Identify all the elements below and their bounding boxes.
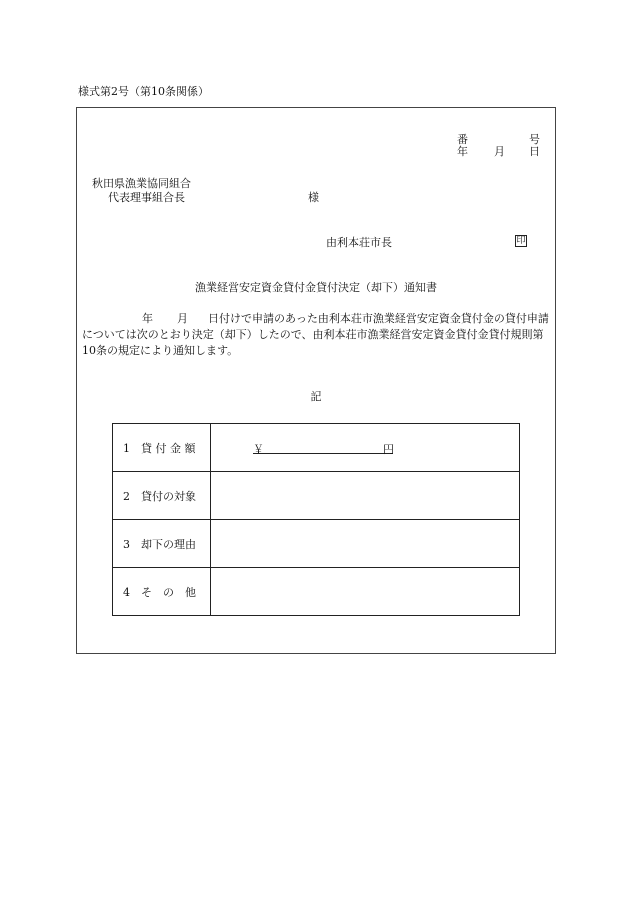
body-year-label: 年 — [142, 312, 153, 325]
number-label-left: 番 — [457, 133, 468, 146]
addressee-title: 代表理事組合長 — [108, 191, 185, 204]
row-label-loan-amount: 1 貸 付 金 額 — [113, 424, 211, 472]
body-text: 日付けで申請のあった由利本荘市漁業経営安定資金貸付金の貸付申請については次のとおり決定（却下）したので、由利本荘市漁業経営安定資金貸付金貸付規則第10条の規定により通知します。 — [82, 312, 549, 357]
body-month-label: 月 — [177, 312, 188, 325]
addressee-organization: 秋田県漁業協同組合 — [92, 177, 191, 190]
table-row — [113, 520, 520, 568]
issuer-name: 由利本荘市長 — [326, 236, 392, 249]
amount-underline — [253, 441, 393, 454]
ki-heading: 記 — [310, 390, 322, 403]
table-row — [113, 472, 520, 520]
loan-target-field — [211, 472, 520, 520]
table-row — [113, 424, 520, 472]
row-label-rejection-reason: 3 却下の理由 — [113, 520, 211, 568]
yen-symbol: ￥ — [253, 442, 264, 456]
row-label-other: 4 そ の 他 — [113, 568, 211, 616]
addressee-honorific: 様 — [308, 191, 319, 204]
table-row — [113, 568, 520, 616]
document-title: 漁業経営安定資金貸付金貸付決定（却下）通知書 — [195, 281, 437, 294]
date-day-label: 日 — [529, 145, 540, 158]
other-field — [211, 568, 520, 616]
date-month-label: 月 — [494, 145, 505, 158]
notice-body — [82, 311, 551, 359]
form-number-label: 様式第2号（第10条関係） — [78, 85, 209, 98]
row-label-loan-target: 2 貸付の対象 — [113, 472, 211, 520]
seal-stamp: 印 — [516, 236, 526, 246]
yen-unit: 円 — [383, 442, 394, 456]
loan-amount-field — [211, 424, 520, 472]
number-label-right: 号 — [529, 133, 540, 146]
rejection-reason-field — [211, 520, 520, 568]
notice-frame — [76, 107, 556, 654]
date-year-label: 年 — [457, 145, 468, 158]
items-table — [112, 423, 520, 616]
